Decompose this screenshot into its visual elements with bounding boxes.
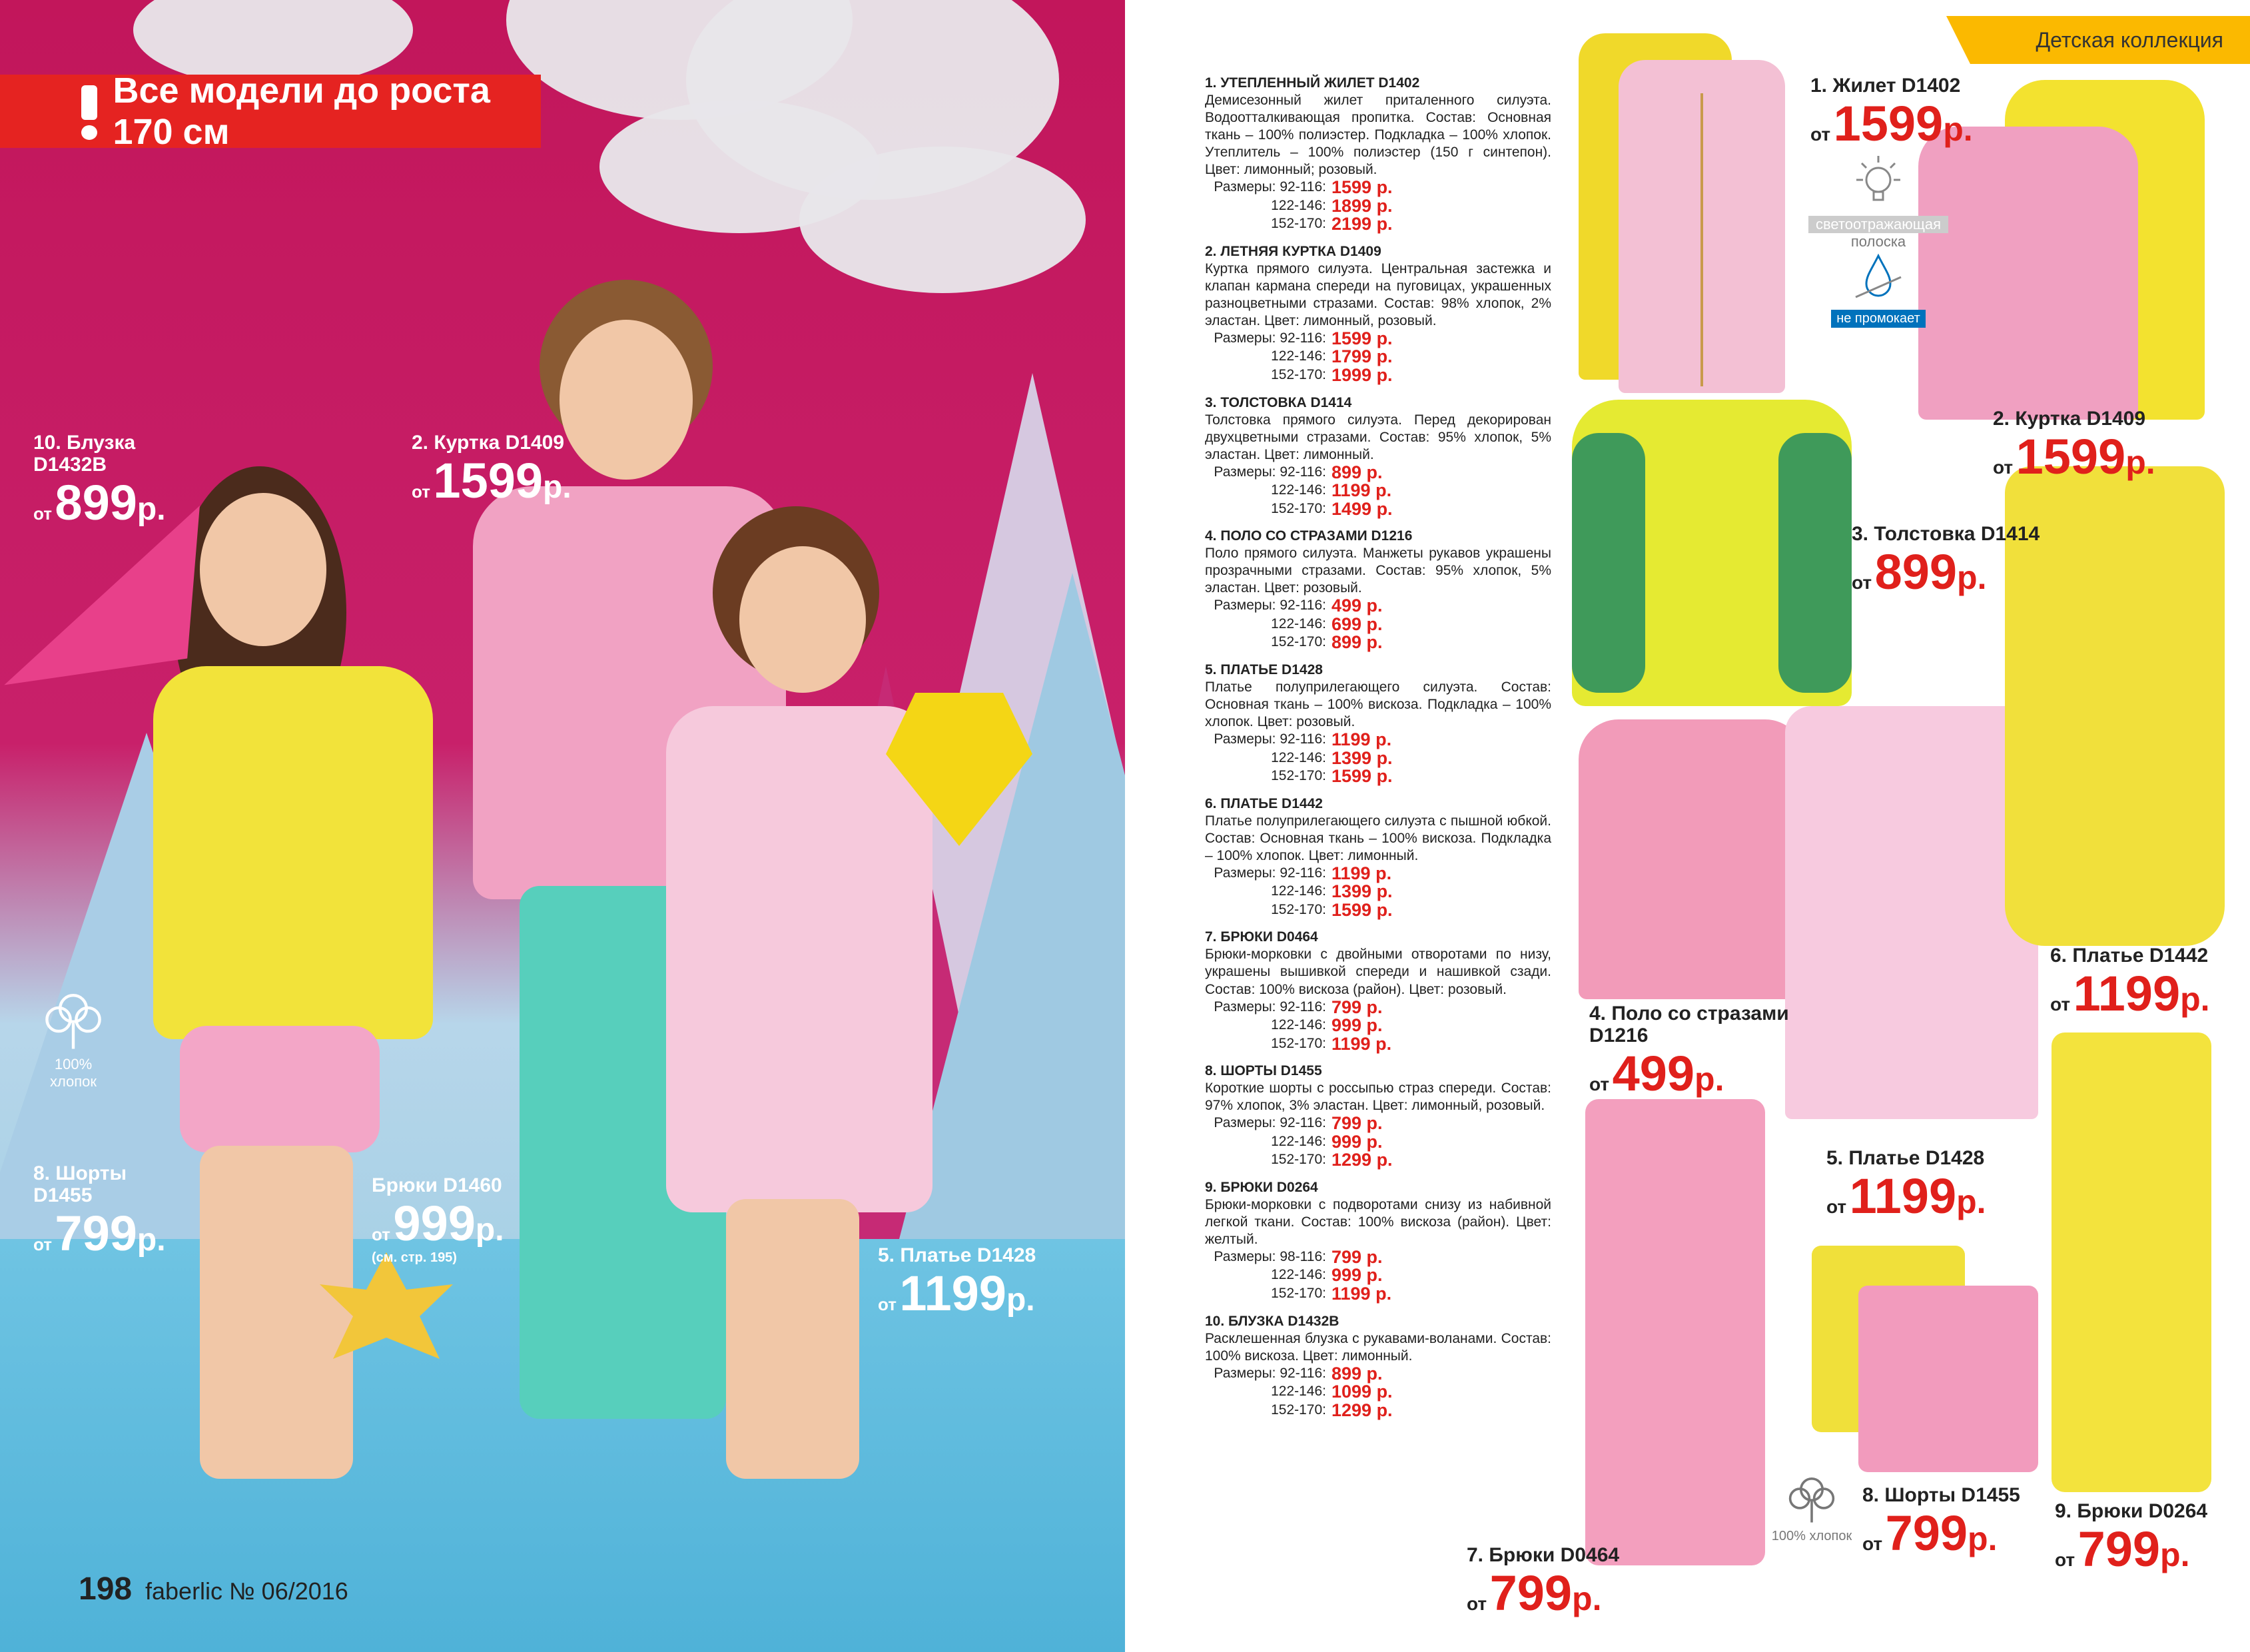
item-title: 5. ПЛАТЬЕ D1428 [1205,661,1323,677]
size-price: 899 р. [1331,632,1383,653]
size-range: Размеры: 92-116: [1214,598,1326,614]
size-range: 152-170: [1271,500,1326,516]
label-price: 1599 [433,453,544,508]
tag-dress6 [2050,945,2210,1021]
tag-ot: от [1862,1533,1883,1554]
size-range: 122-146: [1271,616,1326,631]
description-item [1205,795,1551,920]
item-title: 3. ТОЛСТОВКА D1414 [1205,394,1352,410]
tag-rub: р. [2160,1536,2190,1573]
size-range: 152-170: [1271,216,1326,232]
tag-ot: от [2055,1549,2075,1570]
label-ot: от [33,504,52,524]
cotton-icon [37,979,110,1052]
label-rub: р. [1006,1282,1035,1318]
size-range: 152-170: [1271,901,1326,917]
size-price: 1799 р. [1331,346,1393,367]
tag-rub: р. [1943,111,1973,148]
size-price: 1999 р. [1331,365,1393,385]
label-name: 2. Куртка D1409 [412,432,565,454]
size-price: 999 р. [1331,1015,1383,1036]
description-item [1205,1062,1551,1170]
size-price: 1899 р. [1331,195,1393,216]
description-item [1205,1179,1551,1304]
label-price: 899 [55,475,137,530]
size-range: 122-146: [1271,883,1326,899]
size-range: Размеры: 92-116: [1214,999,1326,1015]
item-body: Платье полуприлегающего силуэта. Состав: Основная ткань – 100% вискоза. Подкладка – 100% хлопок. Цвет: розовый. [1205,679,1551,730]
size-range: Размеры: 92-116: [1214,731,1326,747]
description-item [1205,528,1551,652]
cotton-badge-right [1765,1465,1858,1544]
label-rub: р. [137,1222,166,1258]
tag-trousers7 [1467,1544,1619,1620]
size-price: 1399 р. [1331,747,1393,768]
item-body: Брюки-морковки с подворотами снизу из набивной легкой ткани. Состав: 100% вискоза (район). Цвет: желтый. [1205,1196,1551,1247]
tag-ot: от [1589,1074,1610,1094]
girl-left-shorts [180,1026,380,1152]
tag-rub: р. [2180,981,2210,1018]
label-price: 799 [55,1206,137,1261]
size-price-table [1205,1114,1551,1170]
description-column [1205,75,1551,1429]
size-range: 122-146: [1271,1133,1326,1149]
label-ot: от [33,1234,52,1254]
size-range: 122-146: [1271,749,1326,765]
reflect-caption: светоотражающая [1808,216,1948,233]
size-price: 1499 р. [1331,498,1393,519]
reflective-badge [1808,153,1948,328]
item-title: 1. УТЕПЛЕННЫЙ ЖИЛЕТ D1402 [1205,75,1420,91]
tag-price: 1599 [1833,96,1944,151]
size-price: 799 р. [1331,1113,1383,1134]
tag-polo [1589,1003,1789,1100]
size-price: 1299 р. [1331,1400,1393,1420]
size-range: 152-170: [1271,634,1326,650]
size-range: 152-170: [1271,768,1326,784]
size-price: 1199 р. [1331,480,1392,501]
description-item [1205,929,1551,1053]
product-polo [1579,719,1805,999]
tag-price: 1599 [2016,429,2126,484]
tag-jacket [1993,408,2155,484]
label-trousers [372,1174,504,1265]
product-shorts-pink [1858,1286,2038,1472]
label-rub: р. [475,1212,504,1248]
size-range: 152-170: [1271,1152,1326,1168]
label-name: 8. Шорты [33,1162,127,1184]
cotton-label: 100% хлопок [49,1056,97,1090]
size-price-table [1205,330,1551,385]
tag-shorts8 [1862,1484,2020,1560]
label-note: (см. стр. 195) [372,1250,457,1266]
girl-left-legs [200,1146,353,1479]
label-ot: от [412,482,430,502]
product-dress-pink [1785,706,2038,1119]
size-range: Размеры: 92-116: [1214,1115,1326,1131]
tag-vest [1810,75,1973,151]
size-range: 122-146: [1271,197,1326,213]
tag-trousers9 [2055,1500,2207,1576]
tag-price: 1199 [2073,966,2181,1021]
item-title: 9. БРЮКИ D0264 [1205,1179,1318,1195]
size-price-table [1205,179,1551,234]
tag-rub: р. [2125,444,2155,481]
waterproof-tag: не промокает [1831,310,1926,328]
size-range: Размеры: 92-116: [1214,464,1326,480]
tag-ot: от [1810,124,1831,145]
item-title: 10. БЛУЗКА D1432B [1205,1313,1339,1329]
label-jacket [412,432,571,508]
tag-name: 7. Брюки D0464 [1467,1544,1620,1566]
label-rub: р. [543,470,571,505]
girl-left-blouse [153,666,433,1039]
label-price: 999 [393,1196,476,1251]
item-title: 8. ШОРТЫ D1455 [1205,1063,1322,1079]
size-range: Размеры: 92-116: [1214,1365,1326,1381]
size-range: 152-170: [1271,1286,1326,1301]
label-dress [878,1244,1036,1320]
product-vest-zip [1700,93,1703,386]
light-bulb-icon [1848,153,1908,213]
tag-hoodie [1852,523,2040,599]
label-ot: от [878,1294,897,1314]
banner-text: Все модели до роста 170 см [113,71,490,152]
item-title: 4. ПОЛО СО СТРАЗАМИ D1216 [1205,528,1413,544]
size-range: 122-146: [1271,1017,1326,1033]
item-body: Толстовка прямого силуэта. Перед декорирован двухцветными стразами. Состав: 95% хлопок, 5% эластан. Цвет: лимонный. [1205,412,1551,462]
size-range: 122-146: [1271,348,1326,364]
brand-issue: faberlic № 06/2016 [145,1577,348,1605]
label-code: D1432B [33,454,107,476]
size-range: 152-170: [1271,1402,1326,1418]
tag-name: 1. Жилет D1402 [1810,75,1961,97]
section-tab: Детская коллекция [1970,16,2250,64]
description-item [1205,394,1551,519]
tag-ot: от [1467,1593,1487,1614]
size-range: 122-146: [1271,482,1326,498]
girl-right-legs [726,1199,859,1479]
item-body: Платье полуприлегающего силуэта с пышной юбкой. Состав: Основная ткань – 100% вискоза. Подкладка – 100% хлопок. Цвет: лимонный. [1205,813,1551,863]
cotton-badge [33,979,113,1090]
tag-ot: от [1993,457,2014,478]
size-price: 1599 р. [1331,328,1393,348]
cloud [799,147,1086,293]
girl-right-dress [666,706,933,1212]
size-range: Размеры: 92-116: [1214,179,1326,195]
size-range: 122-146: [1271,1267,1326,1283]
reflect-caption-2: полоска [1850,233,1906,250]
size-price-table [1205,731,1551,786]
size-price-table [1205,1248,1551,1304]
product-hoodie-sleeve [1572,433,1645,693]
size-price: 1199 р. [1331,863,1392,883]
label-ot: от [372,1224,390,1244]
size-price-table [1205,464,1551,519]
tag-name: 3. Толстовка D1414 [1852,523,2040,545]
size-price: 999 р. [1331,1131,1383,1152]
tag-name: 9. Брюки D0264 [2055,1500,2208,1522]
size-price: 1199 р. [1331,729,1392,750]
tag-price: 799 [2077,1521,2161,1577]
label-price: 1199 [899,1266,1006,1321]
size-price: 899 р. [1331,1363,1383,1384]
size-range: 152-170: [1271,367,1326,382]
label-name: 10. Блузка [33,432,136,454]
exclamation-icon [67,75,106,148]
tag-dress5 [1826,1147,1986,1223]
tag-price: 1199 [1849,1168,1957,1224]
label-rub: р. [137,492,166,527]
label-name: 5. Платье D1428 [878,1244,1036,1266]
height-banner [0,71,541,152]
girl-right-head [739,546,866,693]
tag-ot: от [1852,572,1872,593]
tag-ot: от [1826,1196,1847,1217]
size-price: 2199 р. [1331,214,1393,234]
paper-mountain [899,573,1125,1239]
tag-name: 2. Куртка D1409 [1993,408,2146,430]
size-range: 152-170: [1271,1035,1326,1051]
size-price-table [1205,597,1551,652]
tag-price: 799 [1885,1505,1968,1561]
cotton-icon [1778,1465,1845,1525]
product-jacket-pink [1918,127,2138,420]
girl-left-head [200,493,326,646]
tag-rub: р. [1694,1060,1724,1098]
tag-ot: от [2050,994,2071,1015]
size-price: 1199 р. [1331,1033,1392,1054]
item-body: Поло прямого силуэта. Манжеты рукавов украшены прозрачными стразами. Состав: 95% хлопок, 5% эластан. Цвет: розовый. [1205,546,1551,596]
item-title: 2. ЛЕТНЯЯ КУРТКА D1409 [1205,243,1381,259]
item-body: Куртка прямого силуэта. Центральная застежка и клапан кармана спереди на пуговицах, украшенных разноцветными стразами. Состав: 98% хлопок, 2% эластан. Цвет: лимонный, розовый. [1205,260,1551,328]
size-price: 999 р. [1331,1265,1383,1286]
tag-price: 899 [1874,544,1958,600]
description-item [1205,661,1551,786]
description-item [1205,75,1551,234]
size-price: 1599 р. [1331,177,1393,198]
size-price: 499 р. [1331,596,1383,616]
size-price: 799 р. [1331,997,1383,1017]
size-range: Размеры: 92-116: [1214,865,1326,881]
size-price-table [1205,1365,1551,1420]
size-price-table [1205,999,1551,1054]
size-price: 1399 р. [1331,881,1393,902]
item-body: Короткие шорты с россыпью страз спереди. Состав: 97% хлопок, 3% эластан. Цвет: лимонный, розовый. [1205,1080,1551,1114]
girl-center-head [560,320,693,480]
size-price: 1299 р. [1331,1150,1393,1170]
item-body: Расклешенная блузка с рукавами-воланами. Состав: 100% вискоза. Цвет: лимонный. [1205,1330,1551,1364]
size-price: 699 р. [1331,614,1383,634]
size-price-table [1205,865,1551,920]
size-range: Размеры: 92-116: [1214,330,1326,346]
tag-name: 4. Поло со стразами [1589,1003,1789,1025]
tag-name: 5. Платье D1428 [1826,1147,1985,1169]
size-price: 1099 р. [1331,1382,1393,1402]
tag-price: 499 [1612,1046,1695,1101]
tag-rub: р. [1968,1520,1998,1557]
size-price: 899 р. [1331,462,1383,482]
size-range: 122-146: [1271,1384,1326,1400]
tag-rub: р. [1572,1580,1602,1617]
product-trousers-pink [1585,1099,1765,1565]
tag-name: 6. Платье D1442 [2050,945,2209,967]
tag-price: 799 [1489,1565,1573,1621]
item-title: 6. ПЛАТЬЕ D1442 [1205,795,1323,811]
label-shorts [33,1162,166,1260]
size-price: 1199 р. [1331,1284,1392,1304]
label-code: D1455 [33,1184,93,1206]
tag-rub: р. [1956,1183,1986,1220]
description-item [1205,1313,1551,1420]
size-price: 1599 р. [1331,899,1393,920]
label-name: Брюки D1460 [372,1174,502,1196]
tag-code: D1216 [1589,1025,1649,1046]
product-hoodie-sleeve [1778,433,1852,693]
size-price: 799 р. [1331,1246,1383,1267]
label-blouse [33,432,166,530]
tag-name: 8. Шорты D1455 [1862,1484,2020,1506]
size-range: Размеры: 98-116: [1214,1248,1326,1264]
cotton-label: 100% хлопок [1771,1529,1852,1543]
size-price: 1599 р. [1331,766,1393,787]
page-number: 198 [79,1571,133,1607]
item-body: Демисезонный жилет приталенного силуэта. Водоотталкивающая пропитка. Состав: Основная ткань – 100% полиэстер. Подкладка – 100% хлопок. Утеплитель – 100% полиэстер (150 г синтепон). Цвет: лимонный; розовый. [1205,93,1551,178]
item-body: Брюки-морковки с двойными отворотами по низу, украшены вышивкой спереди и нашивкой сзади. Состав: 100% вискоза (район). Цвет: розовый. [1205,947,1551,997]
water-drop-icon [1852,250,1905,304]
product-trousers-yellow [2052,1032,2211,1492]
item-title: 7. БРЮКИ D0464 [1205,929,1318,945]
description-item [1205,243,1551,385]
tag-rub: р. [1957,559,1987,596]
